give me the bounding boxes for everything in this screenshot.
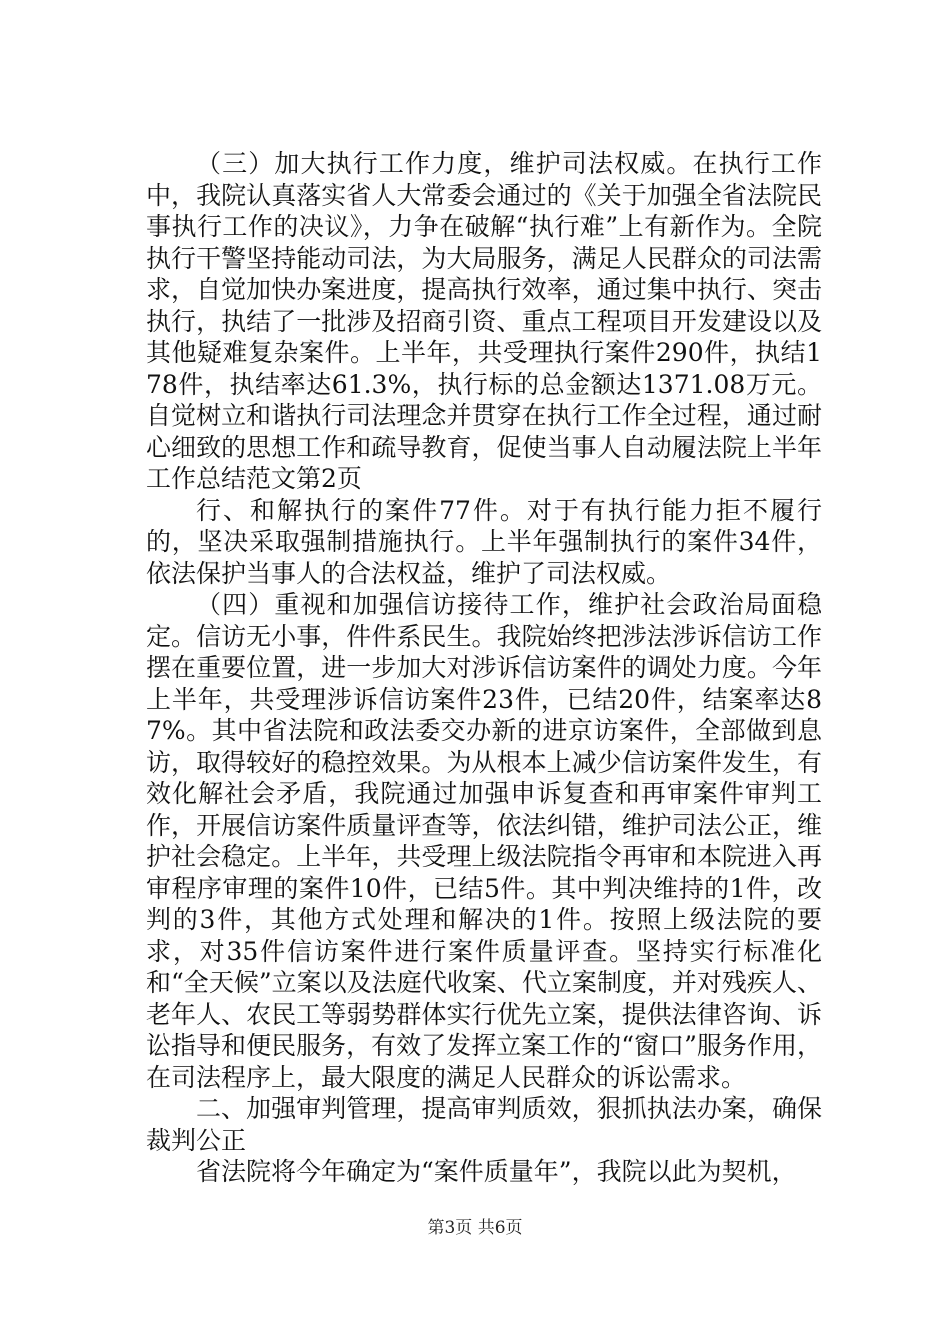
document-body (146, 148, 822, 1188)
paragraph-case-quality-year: 省法院将今年确定为“案件质量年”，我院以此为契机， (196, 1157, 797, 1186)
section-heading-trial-management: 二、加强审判管理，提高审判质效，狠抓执法办案，确保裁判公正 (146, 1094, 822, 1155)
paragraph-execution-continued: 行、和解执行的案件77件。对于有执行能力拒不履行的，坚决采取强制措施执行。上半年强制执行的案件34件，依法保护当事人的合法权益，维护了司法权威。 (146, 495, 822, 588)
paragraph-petition-work: （四）重视和加强信访接待工作，维护社会政治局面稳定。信访无小事，件件系民生。我院始终把涉法涉诉信访工作摆在重要位置，进一步加大对涉诉信访案件的调处力度。今年上半年，共受理涉诉信访案件23件，已结20件，结案率达87%。其中省法院和政法委交办新的进京访案件，全部做到息访，取得较好的稳控效果。为从根本上减少信访案件发生，有效化解社会矛盾，我院通过加强申诉复查和再审案件审判工作，开展信访案件质量评查等，依法纠错，维护司法公正，维护社会稳定。上半年，共受理上级法院指令再审和本院进入再审程序审理的案件10件，已结5件。其中判决维持的1件，改判的3件，其他方式处理和解决的1件。按照上级法院的要求，对35件信访案件进行案件质量评查。坚持实行标准化和“全天候”立案以及法庭代收案、代立案制度，并对残疾人、老年人、农民工等弱势群体实行优先立案，提供法律咨询、诉讼指导和便民服务，有效了发挥立案工作的“窗口”服务作用，在司法程序上，最大限度的满足人民群众的诉讼需求。 (146, 590, 822, 1092)
paragraph-execution-work: （三）加大执行工作力度，维护司法权威。在执行工作中，我院认真落实省人大常委会通过的《关于加强全省法院民事执行工作的决议》，力争在破解“执行难”上有新作为。全院执行干警坚持能动司法，为大局服务，满足人民群众的司法需求，自觉加快办案进度，提高执行效率，通过集中执行、突击执行，执结了一批涉及招商引资、重点工程项目开发建设以及其他疑难复杂案件。上半年，共受理执行案件290件，执结178件，执结率达61.3%，执行标的总金额达1371.08万元。自觉树立和谐执行司法理念并贯穿在执行工作全过程，通过耐心细致的思想工作和疏导教育，促使当事人自动履法院上半年工作总结范文第2页 (146, 149, 822, 493)
page-footer: 第3页 共6页 (427, 1218, 523, 1238)
